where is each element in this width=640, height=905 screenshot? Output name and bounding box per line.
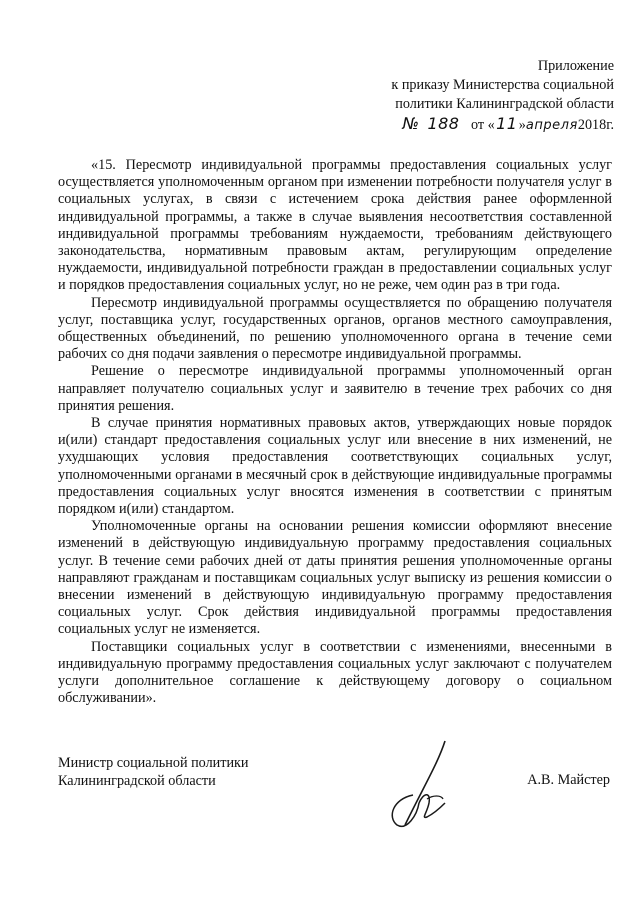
signer-position-line1: Министр социальной политики (58, 755, 249, 771)
date-from-label: от « (471, 117, 495, 133)
paragraph-2: Пересмотр индивидуальной программы осуществляется по обращению получателя услуг, поставщика услуг, государственных органов, органов местного самоуправления, общественных объединений, по решению уполномоченного органа в течение семи рабочих со дня подачи заявления о пересмотре индивидуальной программы. (58, 294, 612, 363)
appendix-title: Приложение (537, 58, 614, 74)
order-year: 2018г. (577, 117, 614, 133)
order-month: апреля (525, 118, 578, 133)
appendix-ministry: политики Калининградской области (395, 96, 614, 112)
paragraph-1: «15. Пересмотр индивидуальной программы предоставления социальных услуг осуществляется уполномоченным органом при изменении потребности получателя услуг в социальных услугах, в связи с истечением срока действия ранее оформленной индивидуальной программы, а также в случае выявления несоответствия составленной индивидуальной программы требованиям нуждаемости, требованиям действующего законодательства, нормативным правовым актам, регулирующим определение нуждаемости, индивидуальной потребности граждан в предоставлении социальных услуг и порядков предоставления социальных услуг, но не реже, чем один раз в три года. (58, 157, 612, 294)
appendix-header (314, 57, 614, 135)
paragraph-5: Уполномоченные органы на основании решения комиссии оформляют внесение изменений в действующую индивидуальную программу предоставления социальных услуг. В течение семи рабочих дней от даты принятия решения уполномоченные органы направляют гражданам и поставщикам социальных услуг выписку из решения комиссии о внесении изменений в действующую индивидуальную программу предоставления социальных услуг. Срок действия индивидуальной программы предоставления социальных услуг не изменяется. (58, 518, 612, 638)
paragraph-4: В случае принятия нормативных правовых актов, утверждающих новые порядок и(или) стандарт предоставления социальных услуг или внесение в них изменений, не ухудшающих условия предоставления соответствующих социальных услуг, уполномоченными органами в месячный срок в действующие индивидуальные программы предоставления социальных услуг вносятся изменения в соответствии с принятым порядком и(или) стандартом. (58, 415, 612, 518)
signer-position (58, 754, 318, 790)
date-mid: » (518, 117, 526, 133)
signature-image (383, 733, 473, 833)
order-day: 11 (496, 114, 518, 133)
paragraph-3: Решение о пересмотре индивидуальной программы уполномоченный орган направляет получателю социальных услуг и заявителю в течение трех рабочих со дня принятия решения. (58, 363, 612, 414)
signer-name: А.В. Майстер (527, 772, 610, 788)
appendix-order-ref: к приказу Министерства социальной (391, 77, 614, 93)
order-number: 188 (427, 114, 460, 133)
signer-position-line2: Калининградской области (58, 773, 216, 789)
order-number-sign: № (402, 114, 420, 133)
document-body (58, 157, 612, 708)
appendix-number-date (314, 114, 614, 135)
paragraph-6: Поставщики социальных услуг в соответствии с изменениями, внесенными в индивидуальную программу предоставления социальных услуг заключают с получателем услуги дополнительное соглашение к действующему договору о социальном обслуживании». (58, 638, 612, 707)
